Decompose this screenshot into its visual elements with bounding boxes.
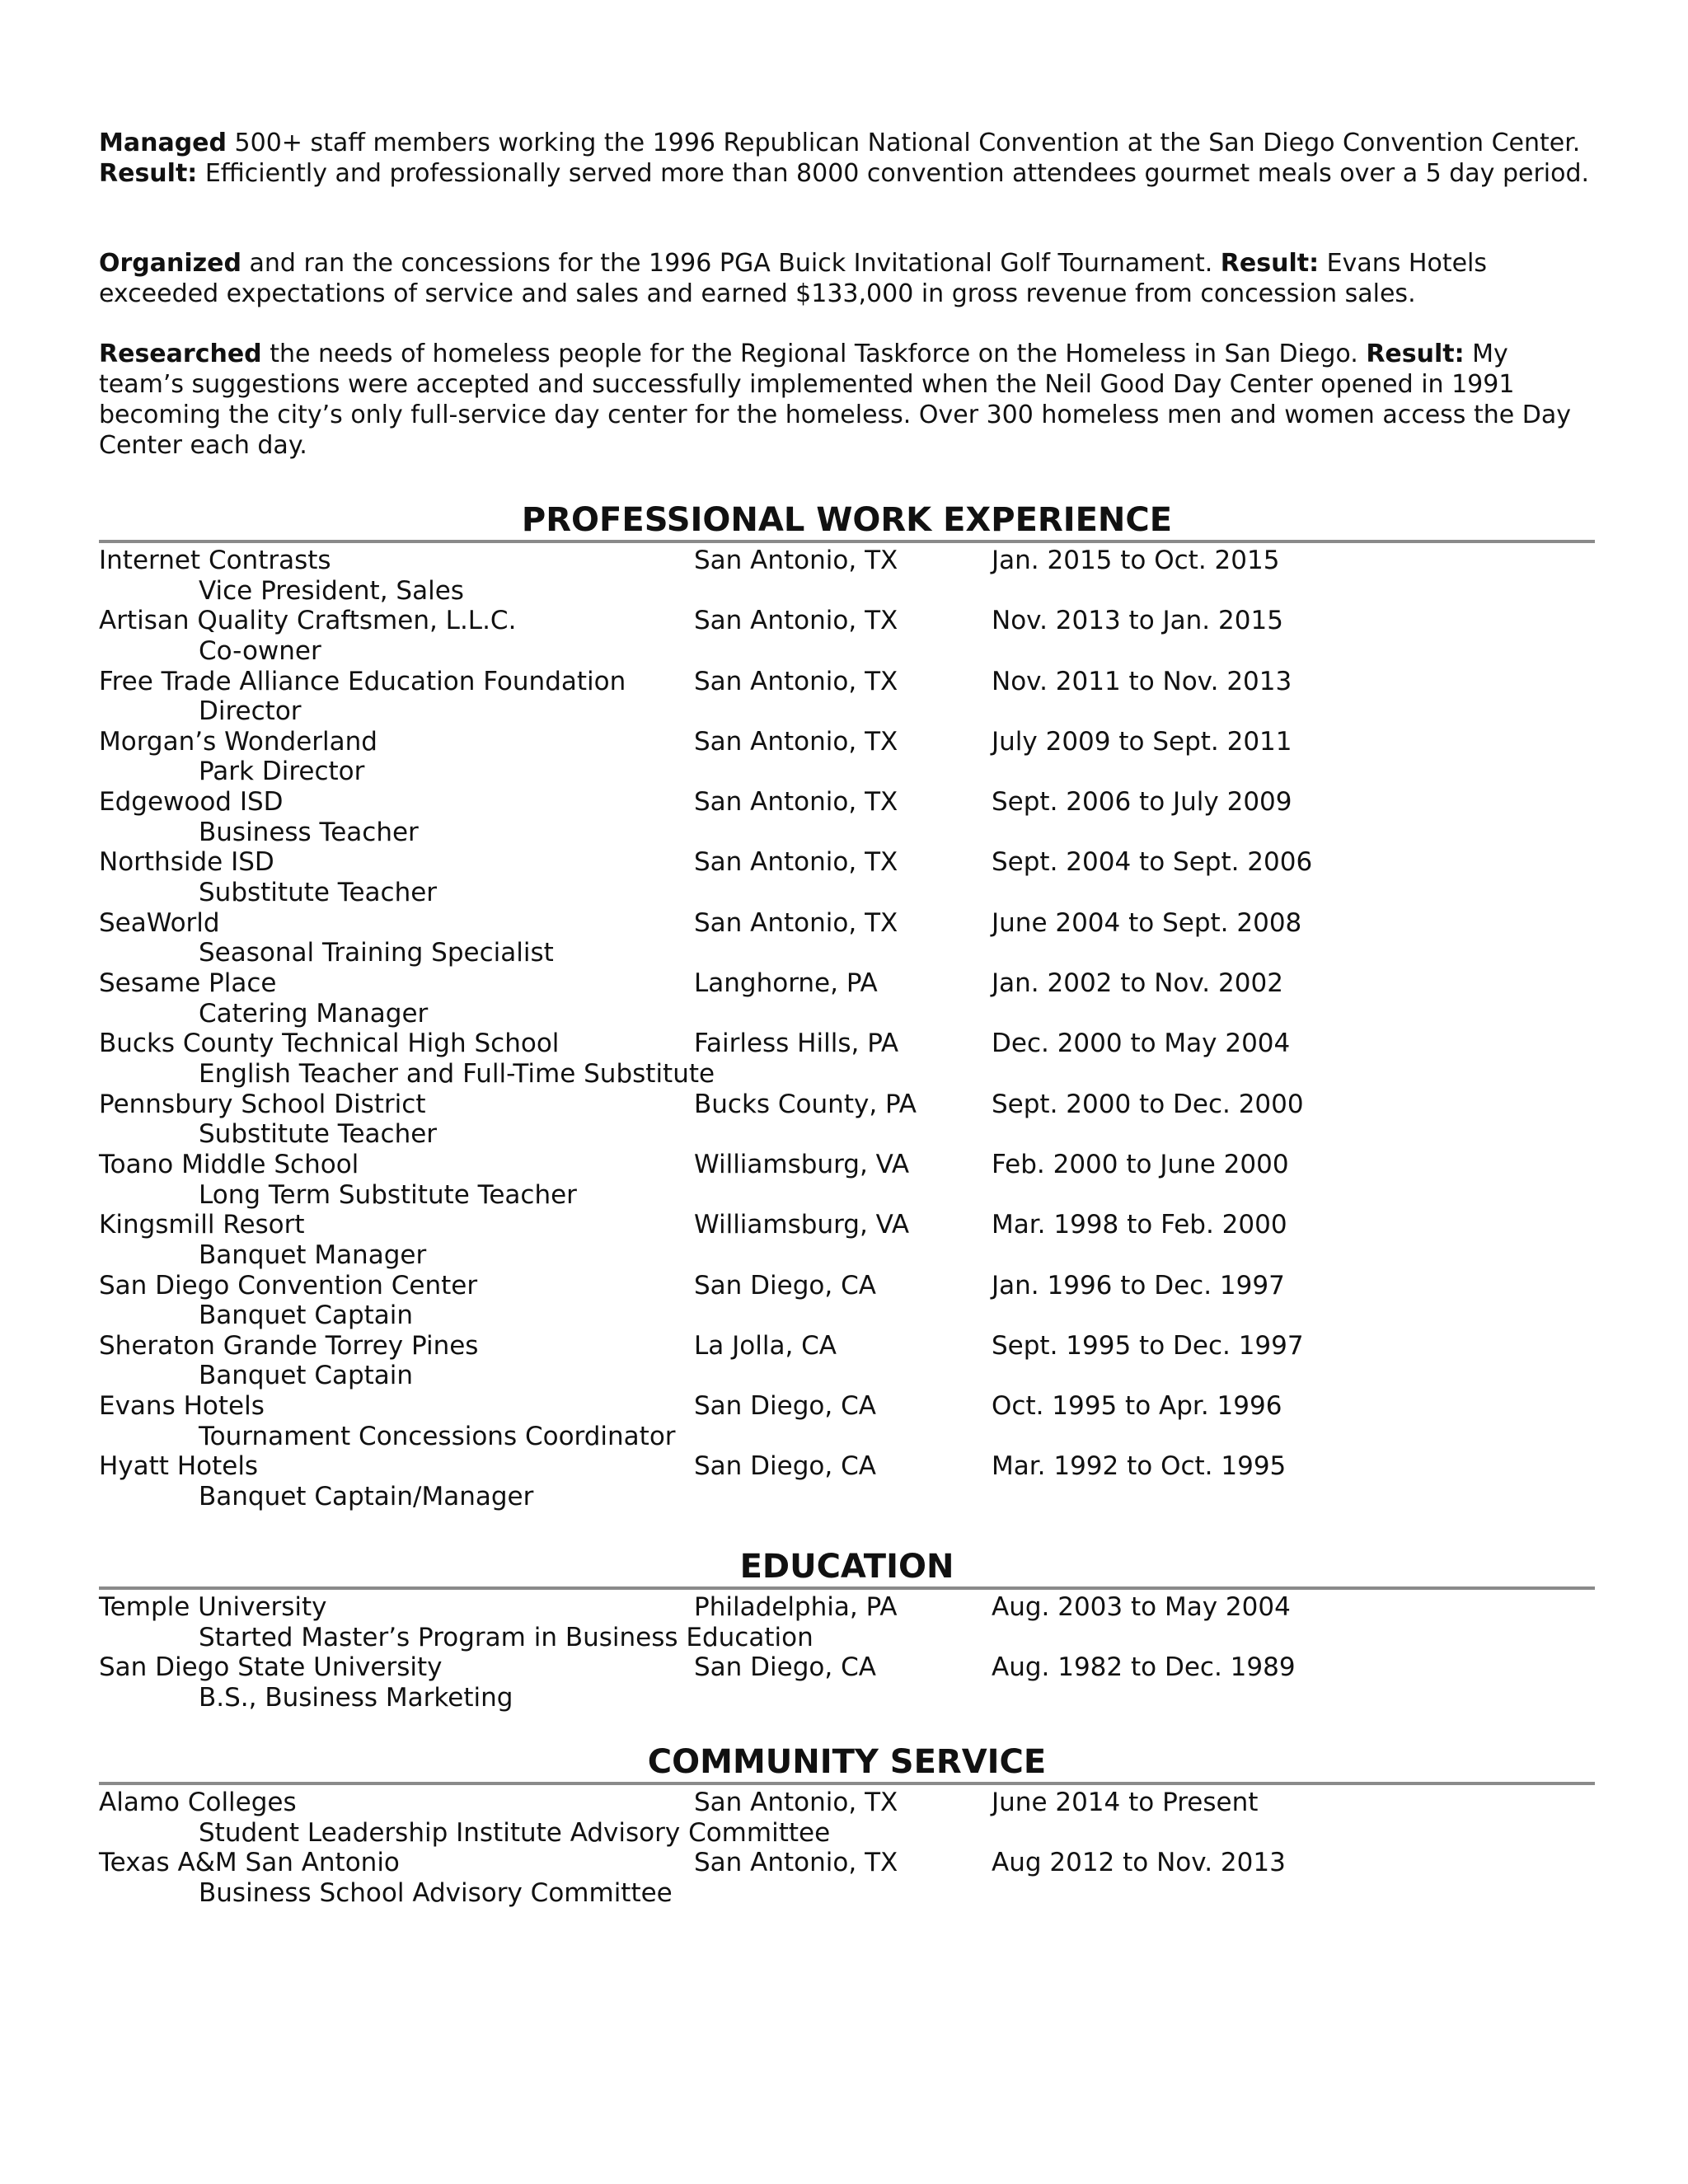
date-range: Sept. 2004 to Sept. 2006 [992, 847, 1313, 878]
date-range: Aug. 1982 to Dec. 1989 [992, 1652, 1296, 1683]
list-item [99, 1592, 1595, 1652]
organization-name: Hyatt Hotels [99, 1451, 259, 1482]
organization-name: Texas A&M San Antonio [99, 1848, 400, 1878]
achievement-text: and ran the concessions for the 1996 PGA Buick Invitational Golf Tournament. [241, 249, 1221, 278]
date-range: June 2004 to Sept. 2008 [992, 907, 1302, 938]
list-item [99, 787, 1595, 847]
experience-list [99, 546, 1595, 1512]
organization-name: Free Trade Alliance Education Foundation [99, 666, 626, 696]
role-title: Banquet Captain/Manager [199, 1482, 534, 1512]
organization-name: Alamo Colleges [99, 1788, 297, 1817]
location-text: San Diego, CA [694, 1391, 876, 1422]
organization-name: Bucks County Technical High School [99, 1029, 560, 1059]
education-heading: EDUCATION [739, 1548, 954, 1586]
organization-name: Internet Contrasts [99, 546, 331, 575]
role-title: Banquet Captain [199, 1361, 414, 1391]
role-title: Long Term Substitute Teacher [199, 1179, 577, 1210]
education-list [99, 1592, 1595, 1713]
date-range: Nov. 2011 to Nov. 2013 [992, 666, 1292, 696]
date-range: Mar. 1992 to Oct. 1995 [992, 1451, 1287, 1482]
role-title: Tournament Concessions Coordinator [199, 1421, 676, 1451]
organization-name: Northside ISD [99, 847, 274, 878]
location-text: Williamsburg, VA [694, 1149, 910, 1179]
list-item [99, 1150, 1595, 1210]
organization-name: San Diego State University [99, 1652, 443, 1683]
achievement-paragraph [99, 339, 1595, 461]
list-item [99, 727, 1595, 787]
list-item [99, 908, 1595, 968]
section-divider [99, 1782, 1595, 1785]
location-text: San Antonio, TX [694, 787, 898, 818]
location-text: San Antonio, TX [694, 907, 898, 938]
role-title: Banquet Captain [199, 1301, 414, 1331]
date-range: Jan. 2015 to Oct. 2015 [992, 546, 1280, 575]
role-title: Student Leadership Institute Advisory Committee [199, 1817, 831, 1848]
community-heading: COMMUNITY SERVICE [647, 1743, 1047, 1781]
organization-name: Evans Hotels [99, 1391, 265, 1422]
location-text: San Antonio, TX [694, 1848, 898, 1878]
section-divider [99, 1586, 1595, 1590]
role-title: Vice President, Sales [199, 575, 464, 606]
list-item [99, 606, 1595, 666]
list-item [99, 1271, 1595, 1331]
organization-name: Morgan’s Wonderland [99, 726, 377, 757]
result-text: My team’s suggestions were accepted and successfully implemented when the Neil Good Day Center opened in 1991 becoming the city’s only full-service day center for the homeless. Over 300 homeless men and women access the Day Center each day. [99, 340, 1571, 460]
location-text: San Antonio, TX [694, 666, 898, 696]
community-list [99, 1788, 1595, 1909]
date-range: July 2009 to Sept. 2011 [992, 726, 1292, 757]
result-label: Result: [1220, 249, 1320, 278]
date-range: Jan. 2002 to Nov. 2002 [992, 968, 1283, 999]
role-title: Substitute Teacher [199, 1119, 438, 1150]
date-range: Sept. 1995 to Dec. 1997 [992, 1330, 1304, 1361]
role-title: Seasonal Training Specialist [199, 938, 554, 968]
list-item [99, 1090, 1595, 1150]
achievement-text: the needs of homeless people for the Regional Taskforce on the Homeless in San Diego. [261, 340, 1367, 368]
role-title: Director [199, 696, 302, 727]
date-range: Aug 2012 to Nov. 2013 [992, 1848, 1286, 1878]
location-text: San Diego, CA [694, 1270, 876, 1301]
list-item [99, 1451, 1595, 1511]
organization-name: Temple University [99, 1592, 327, 1622]
list-item [99, 1331, 1595, 1391]
role-title: Banquet Manager [199, 1240, 427, 1270]
location-text: La Jolla, CA [694, 1330, 837, 1361]
organization-name: Sheraton Grande Torrey Pines [99, 1330, 479, 1361]
location-text: San Antonio, TX [694, 726, 898, 757]
achievement-lead: Researched [99, 340, 262, 368]
location-text: Philadelphia, PA [694, 1592, 898, 1622]
role-title: B.S., Business Marketing [199, 1682, 513, 1713]
organization-name: Edgewood ISD [99, 787, 284, 818]
location-text: San Diego, CA [694, 1451, 876, 1482]
location-text: Langhorne, PA [694, 968, 878, 999]
list-item [99, 1788, 1595, 1848]
role-title: Park Director [199, 757, 365, 787]
date-range: Nov. 2013 to Jan. 2015 [992, 606, 1283, 636]
location-text: San Diego, CA [694, 1652, 876, 1683]
date-range: Jan. 1996 to Dec. 1997 [992, 1270, 1285, 1301]
location-text: San Antonio, TX [694, 546, 898, 575]
role-title: Business School Advisory Committee [199, 1877, 673, 1908]
date-range: Mar. 1998 to Feb. 2000 [992, 1210, 1287, 1240]
section-divider [99, 540, 1595, 543]
role-title: Business Teacher [199, 817, 419, 847]
result-text: Efficiently and professionally served more than 8000 convention attendees gourmet meals over a 5 day period. [197, 159, 1590, 188]
location-text: San Antonio, TX [694, 847, 898, 878]
achievement-paragraph [99, 248, 1595, 309]
organization-name: Sesame Place [99, 968, 277, 999]
date-range: Sept. 2000 to Dec. 2000 [992, 1089, 1304, 1119]
location-text: San Antonio, TX [694, 1788, 898, 1817]
list-item [99, 847, 1595, 907]
experience-heading: PROFESSIONAL WORK EXPERIENCE [521, 501, 1173, 539]
location-text: San Antonio, TX [694, 606, 898, 636]
achievement-paragraph [99, 128, 1595, 189]
location-text: Bucks County, PA [694, 1089, 917, 1119]
list-item [99, 546, 1595, 606]
list-item [99, 968, 1595, 1029]
result-label: Result: [99, 159, 198, 188]
organization-name: Toano Middle School [99, 1149, 359, 1179]
list-item [99, 1848, 1595, 1908]
date-range: Aug. 2003 to May 2004 [992, 1592, 1291, 1622]
list-item [99, 1210, 1595, 1270]
date-range: Feb. 2000 to June 2000 [992, 1149, 1289, 1179]
list-item [99, 1391, 1595, 1451]
role-title: Catering Manager [199, 998, 429, 1029]
role-title: Co-owner [199, 635, 321, 666]
location-text: Fairless Hills, PA [694, 1029, 899, 1059]
achievement-lead: Managed [99, 129, 227, 157]
organization-name: Kingsmill Resort [99, 1210, 305, 1240]
date-range: Dec. 2000 to May 2004 [992, 1029, 1291, 1059]
list-item [99, 667, 1595, 727]
organization-name: SeaWorld [99, 907, 220, 938]
achievement-text: 500+ staff members working the 1996 Republican National Convention at the San Diego Convention Center. [227, 129, 1581, 157]
date-range: Oct. 1995 to Apr. 1996 [992, 1391, 1282, 1422]
result-text: Evans Hotels exceeded expectations of service and sales and earned $133,000 in gross revenue from concession sales. [99, 249, 1487, 308]
achievement-lead: Organized [99, 249, 241, 278]
organization-name: Pennsbury School District [99, 1089, 426, 1119]
result-label: Result: [1366, 340, 1465, 368]
role-title: Substitute Teacher [199, 878, 438, 908]
organization-name: Artisan Quality Craftsmen, L.L.C. [99, 606, 517, 636]
role-title: Started Master’s Program in Business Education [199, 1622, 814, 1652]
location-text: Williamsburg, VA [694, 1210, 910, 1240]
list-item [99, 1029, 1595, 1089]
date-range: Sept. 2006 to July 2009 [992, 787, 1292, 818]
role-title: English Teacher and Full-Time Substitute [199, 1058, 715, 1089]
organization-name: San Diego Convention Center [99, 1270, 478, 1301]
date-range: June 2014 to Present [992, 1788, 1259, 1817]
list-item [99, 1652, 1595, 1713]
